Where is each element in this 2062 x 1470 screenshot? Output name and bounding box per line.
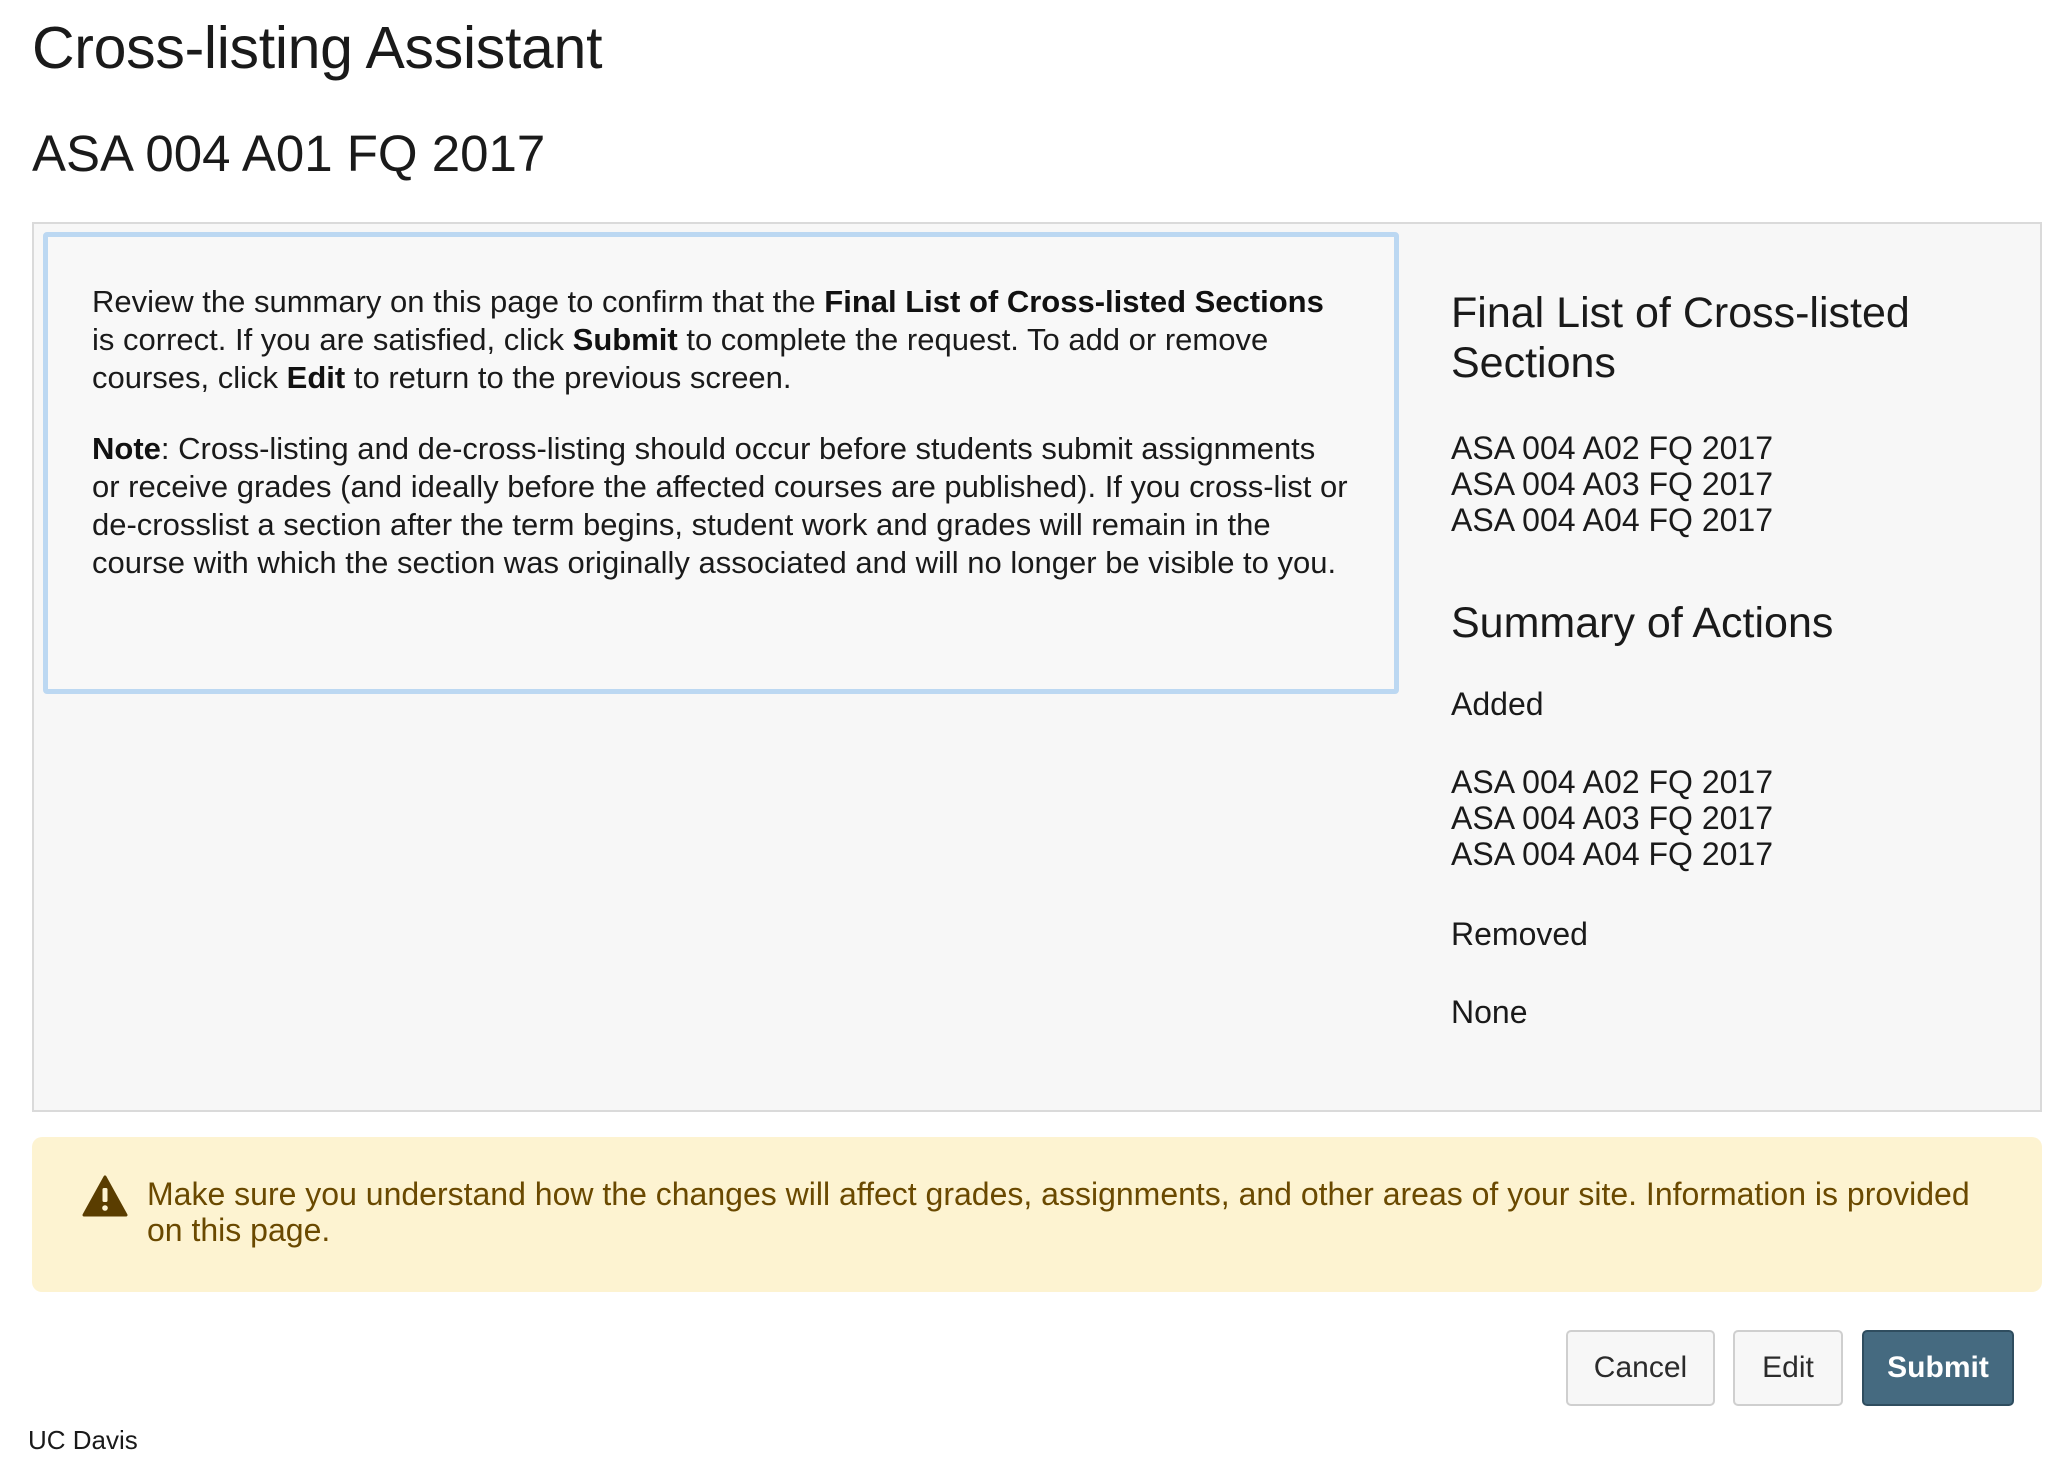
instructions-text: is correct. If you are satisfied, click: [92, 322, 573, 357]
edit-button[interactable]: Edit: [1733, 1330, 1843, 1406]
summary-of-actions-heading: Summary of Actions: [1451, 599, 1834, 647]
warning-text: Make sure you understand how the changes will affect grades, assignments, and other areas of your site. Information is provided on this page.: [147, 1176, 1970, 1248]
final-list: [1451, 430, 2011, 538]
warning-alert: [32, 1137, 2042, 1292]
added-list-item: ASA 004 A04 FQ 2017: [1451, 836, 1774, 872]
warning-triangle-icon: [82, 1175, 128, 1217]
review-panel: [32, 222, 2042, 1112]
note-paragraph: [92, 430, 1350, 582]
added-list-item: ASA 004 A02 FQ 2017: [1451, 764, 1774, 800]
final-list-item: ASA 004 A04 FQ 2017: [1451, 502, 1774, 538]
instructions-text: to return to the previous screen.: [345, 360, 792, 395]
instructions-box: [43, 232, 1399, 694]
final-list-item: ASA 004 A02 FQ 2017: [1451, 430, 1774, 466]
instructions-paragraph: [92, 283, 1350, 397]
added-list-item: ASA 004 A03 FQ 2017: [1451, 800, 1774, 836]
submit-button[interactable]: Submit: [1862, 1330, 2014, 1406]
instructions-text: Review the summary on this page to confirm that the: [92, 284, 825, 319]
note-label: Note: [92, 431, 161, 466]
instructions-emphasis-edit: Edit: [286, 360, 346, 395]
final-list-item: ASA 004 A03 FQ 2017: [1451, 466, 1774, 502]
removed-label: Removed: [1451, 916, 1588, 952]
footer-text: UC Davis: [28, 1425, 138, 1455]
course-title: ASA 004 A01 FQ 2017: [32, 125, 546, 182]
added-list: [1451, 764, 2011, 872]
final-list-heading: Final List of Cross-listed Sections: [1451, 289, 1910, 387]
note-text: : Cross-listing and de-cross-listing should occur before students submit assignments or receive grades (and ideally before the affected courses are published). If you cross-list or de-crosslist a section after the term begins, student work and grades will remain in the course with which the section was originally associated and will no longer be visible to you.: [92, 431, 1348, 580]
cancel-button[interactable]: Cancel: [1566, 1330, 1715, 1406]
added-label: Added: [1451, 686, 1544, 722]
summary-column: [1451, 288, 2011, 1030]
removed-value: None: [1451, 994, 1528, 1030]
page-title: Cross-listing Assistant: [32, 15, 603, 81]
instructions-text: to complete the request. To add or remove courses, click: [92, 322, 1269, 395]
instructions-emphasis-submit: Submit: [572, 322, 678, 357]
instructions-emphasis-final-list: Final List of Cross-listed Sections: [824, 284, 1324, 319]
